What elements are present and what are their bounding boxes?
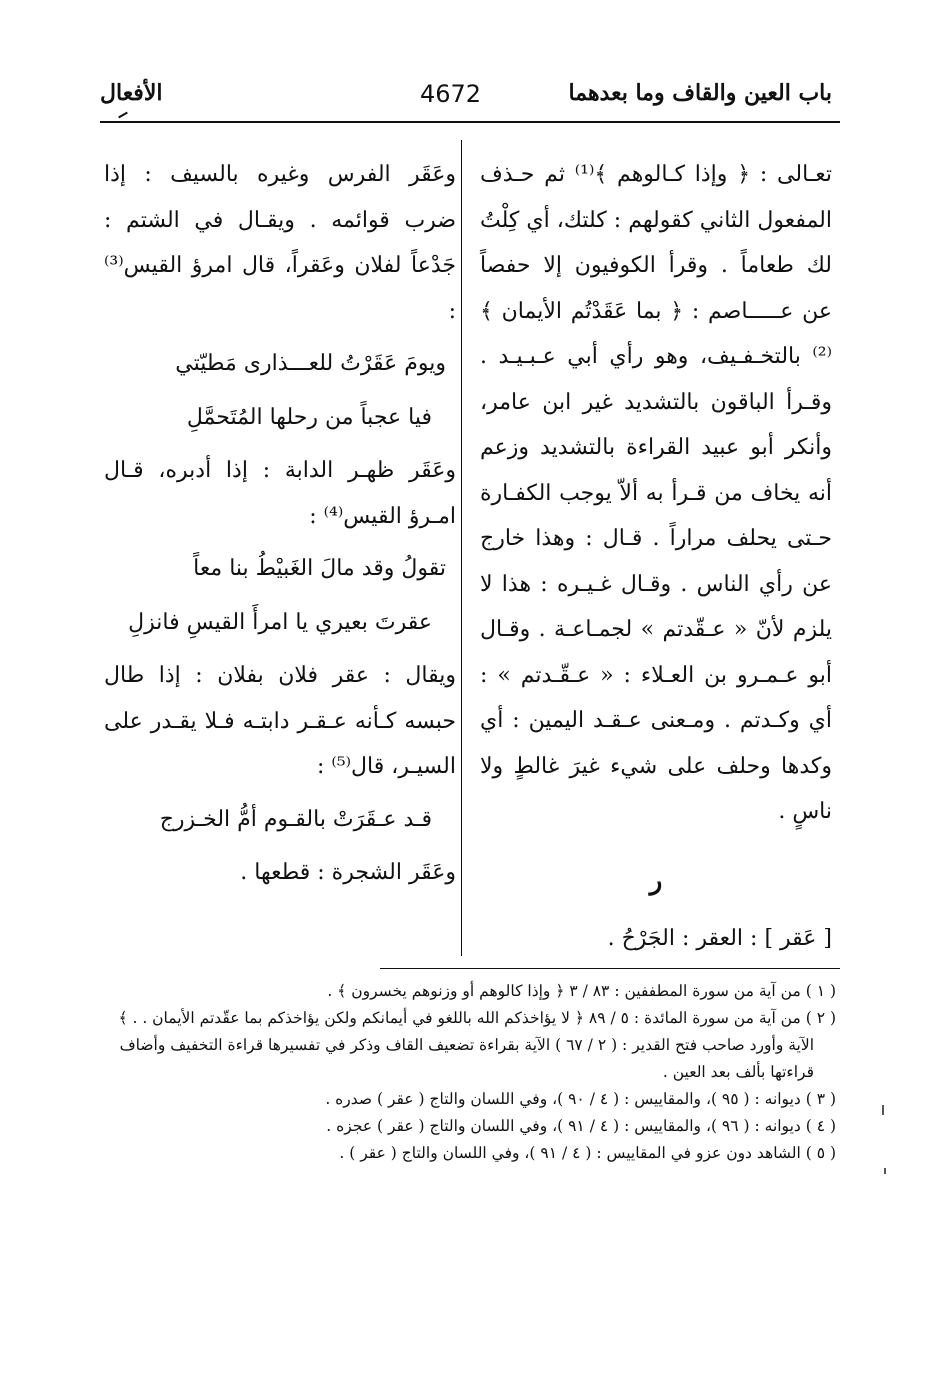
left-paragraph-1: وعَقَر الفرس وغيره بالسيف : إذا ضرب قوائمه . ويقـال في الشتم : جَدْعاً لفلان وعَقراً، قال امرؤ القيس⁽³⁾ : [104,162,456,324]
running-head-section: الأفعال [100,80,163,106]
left-paragraph-3: ويقال : عقر فلان بفلان : إذا طال حبسه كـأنه عـقـر دابتـه فـلا يقـدر على السيـر، قال⁽⁵⁾ : [104,663,456,779]
left-paragraph-2: وعَقَر ظهـر الدابة : إذا أدبره، قـال امـرؤ القيس⁽⁴⁾ : [104,458,456,529]
footnote-3: ( ٣ ) ديوانه : ( ٩٥ )، والمقاييس : ( ٤ / ٩٠ )، وفي اللسان والتاج ( عقر ) صدره . [325,1090,836,1108]
column-divider [461,140,462,956]
right-column [480,152,832,962]
running-head-chapter: باب العين والقاف وما بعدهما [568,80,832,106]
footnote-1: ( ١ ) من آية من سورة المطففين : ٨٣ / ٣ ﴿ وإذا كالوهم أو وزنوهم يخسرون ﴾ . [327,982,836,1000]
footnote-4: ( ٤ ) ديوانه : ( ٩٦ )، والمقاييس : ( ٤ / ٩١ )، وفي اللسان والتاج ( عقر ) عجزه . [326,1117,836,1135]
verse-3: قـد عـقَرَتْ بالقـوم أمُّ الخـزرج [159,806,432,832]
left-paragraph-4: وعَقَر الشجرة : قطعها . [240,859,456,885]
footnote-rule [380,968,840,969]
footnote-2: ( ٢ ) من آية من سورة المائدة : ٥ / ٨٩ ﴿ لا يؤاخذكم الله باللغو في أيمانكم ولكن يؤاخذكم بما عقّدتم الأيمان . . ﴾ [118,1009,836,1027]
entry-heading: [ عَقر ] : العقر : الجَرْحُ . [607,926,832,951]
header-rule [100,121,840,123]
footnote-2-continuation: الآية وأورد صاحب فتح القدير : ( ٢ / ٦٧ ) الآية بقراءة تضعيف القاف وذكر في تفسيرها قراءة التخفيف وأضاف قراءتها بألف بعد العين . [119,1036,814,1081]
right-column-paragraph: تعـالى : ﴿ وإذا كـالوهم ﴾⁽¹⁾ ثم حـذف المفعول الثاني كقولهم : كلتك، أي كِلْتُ لك طعاماً . وقرأ الكوفيون إلا حفصاً عن عـــــاصم : ﴿ بما عَقَدْتُم الأيمان ﴾⁽²⁾ بالتخـفـيف، وهو رأي أبي عـبـيـد . وقـرأ الباقون بالتشديد غير ابن عامر، وأنكر أبو عبيد القراءة بالتشديد وزعم أنه يخاف من قـرأ به ألاّ يوجب الكفـارة حـتى يحلف مراراً . قـال : وهذا خارج عن رأي الناس . وقـال غـيـره : هذا لا يلزم لأنّ « عـقّدتم » لجمـاعـة . وقـال أبو عـمـرو بن العـلاء : « عـقّـدتم » : أي وكـدتم . ومـعنى عـقـد اليمين : أي وكدها وحلف على شيء غيرَ غالطٍ ولا ناسٍ . [480,162,832,824]
verse-1-second-hemistich: فيا عجباً من رحلها المُتَحمَّلِ [186,405,432,430]
verse-1-first-hemistich: ويومَ عَقَرْتُ للعـــذارى مَطيّتي [175,351,446,376]
page-number: 4672 [420,80,482,108]
header-rule-tick [118,112,128,119]
scan-speck [882,1105,884,1115]
footnote-5: ( ٥ ) الشاهد دون عزو في المقاييس : ( ٤ / ٩١ )، وفي اللسان والتاج ( عقر ) . [339,1144,836,1162]
left-column [104,152,456,895]
verse-2-first-hemistich: تقولُ وقد مالَ الغَبيْطُ بنا معاً [193,556,446,581]
scan-speck [884,1168,886,1174]
verse-2-second-hemistich: عقرتَ بعيري يا امرأَ القيسِ فانزلِ [128,610,432,635]
letter-section-mark: ر [649,865,663,896]
footnotes [96,978,836,1167]
